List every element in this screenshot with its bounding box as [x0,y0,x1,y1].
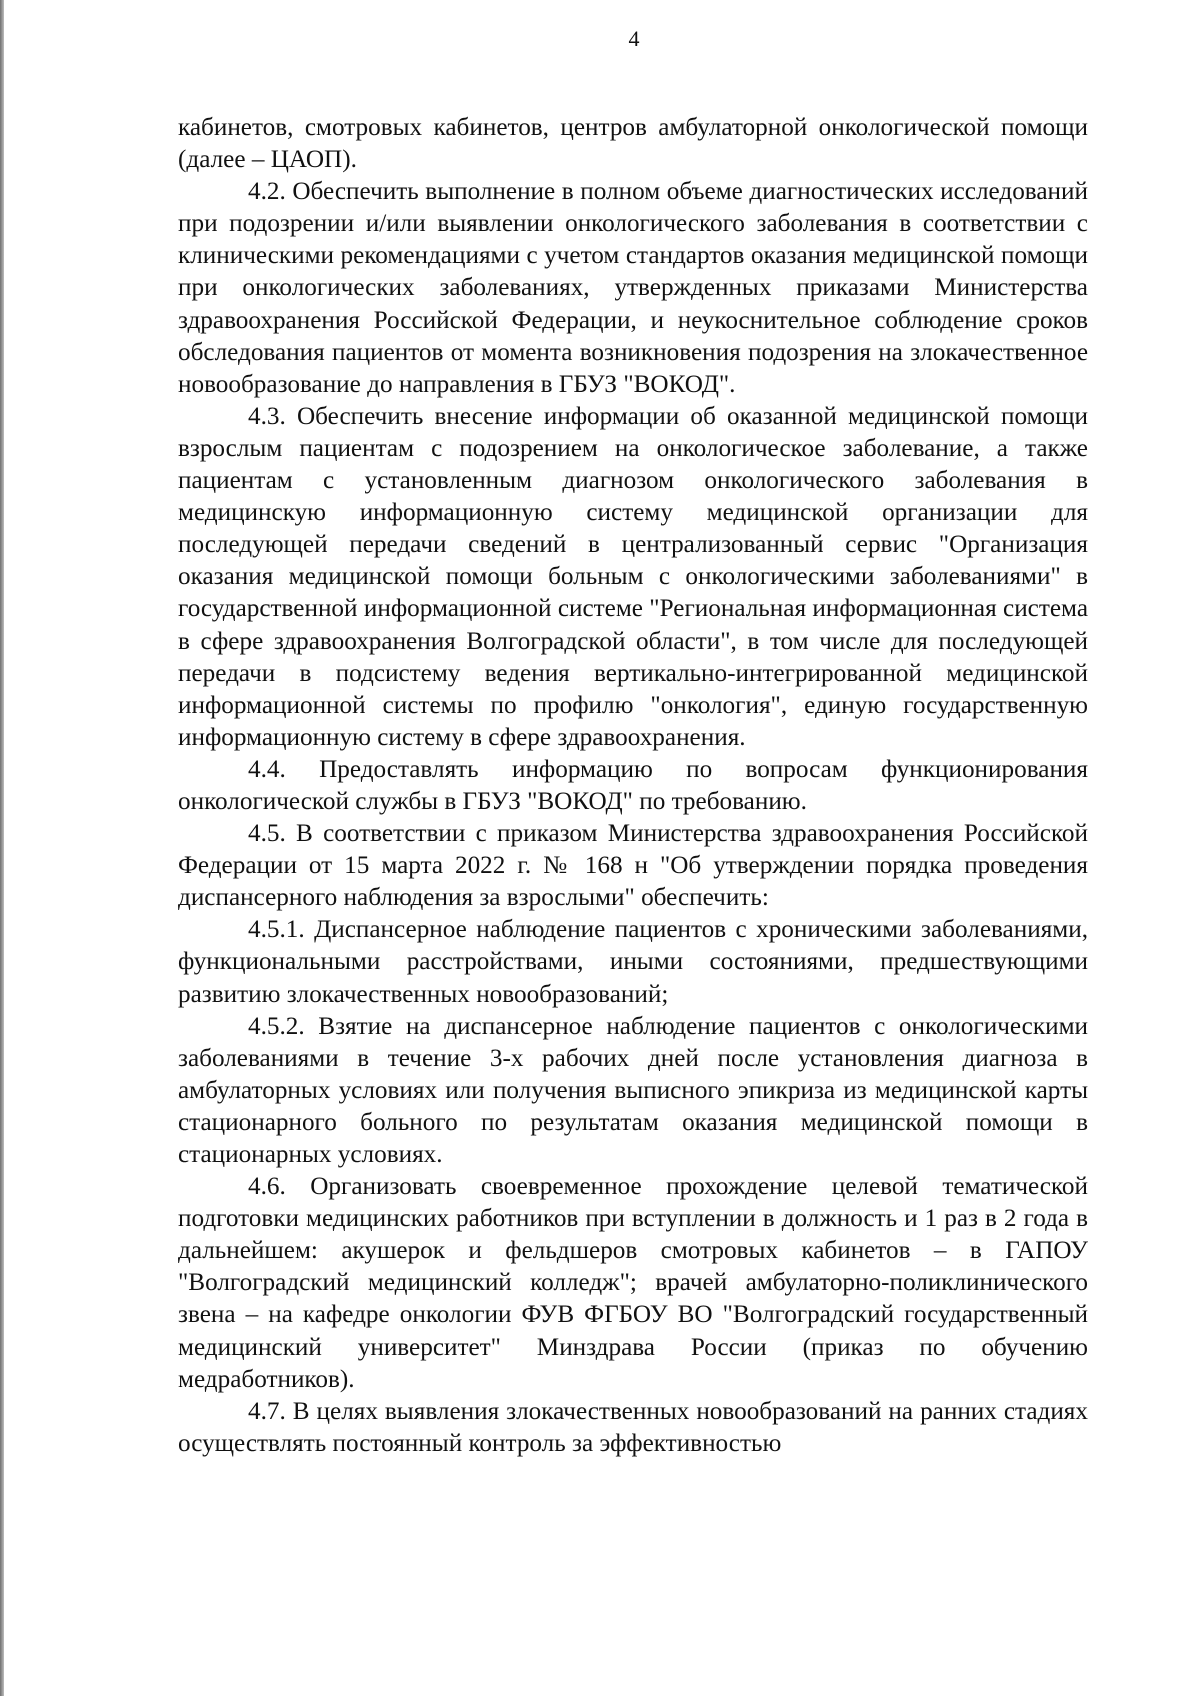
page-number: 4 [628,26,640,51]
paragraph-4-7: 4.7. В целях выявления злокачественных новообразований на ранних стадиях осуществлять постоянный контроль за эффективностью [178,1397,1088,1457]
document-body [178,112,1088,1460]
paragraph-4-5-1: 4.5.1. Диспансерное наблюдение пациентов с хроническими заболеваниями, функциональными расстройствами, иными состояниями, предшествующими развитию злокачественных новообразований; [178,916,1088,1008]
paragraph-4-5: 4.5. В соответствии с приказом Министерства здравоохранения Российской Федерации от 15 марта 2022 г. № 168 н "Об утверждении порядка проведения диспансерного наблюдения за взрослыми" обеспечить: [178,820,1088,912]
paragraph-4-2: 4.2. Обеспечить выполнение в полном объеме диагностических исследований при подозрении и/или выявлении онкологического заболевания в соответствии с клиническими рекомендациями с учетом стандартов оказания медицинской помощи при онкологических заболеваниях, утвержденных приказами Министерства здравоохранения Российской Федерации, и неукоснительное соблюдение сроков обследования пациентов от момента возникновения подозрения на злокачественное новообразование до направления в ГБУЗ "ВОКОД". [178,178,1088,398]
scan-edge-shadow [0,0,4,1696]
paragraph-4-4: 4.4. Предоставлять информацию по вопросам функционирования онкологической службы в ГБУЗ "ВОКОД" по требованию. [178,755,1088,815]
paragraph-4-6: 4.6. Организовать своевременное прохождение целевой тематической подготовки медицинских работников при вступлении в должность и 1 раз в 2 года в дальнейшем: акушерок и фельдшеров смотровых кабинетов – в ГАПОУ "Волгоградский медицинский колледж"; врачей амбулаторно-поликлинического звена – на кафедре онкологии ФУВ ФГБОУ ВО "Волгоградский государственный медицинский университет" Минздрава России (приказ по обучению медработников). [178,1173,1088,1393]
paragraph-4-3: 4.3. Обеспечить внесение информации об оказанной медицинской помощи взрослым пациентам с подозрением на онкологическое заболевание, а также пациентам с установленным диагнозом онкологического заболевания в медицинскую информационную систему медицинской организации для последующей передачи сведений в централизованный сервис "Организация оказания медицинской помощи больным с онкологическими заболеваниями" в государственной информационной системе "Региональная информационная система в сфере здравоохранения Волгоградской области", в том числе для последующей передачи в подсистему ведения вертикально-интегрированной медицинской информационной системы по профилю "онкология", единую государственную информационную систему в сфере здравоохранения. [178,402,1088,751]
paragraph-4-5-2: 4.5.2. Взятие на диспансерное наблюдение пациентов с онкологическими заболеваниями в течение 3-х рабочих дней после установления диагноза в амбулаторных условиях или получения выписного эпикриза из медицинской карты стационарного больного по результатам оказания медицинской помощи в стационарных условиях. [178,1012,1088,1168]
paragraph-continuation: кабинетов, смотровых кабинетов, центров амбулаторной онкологической помощи (далее – ЦАОП). [178,114,1088,174]
